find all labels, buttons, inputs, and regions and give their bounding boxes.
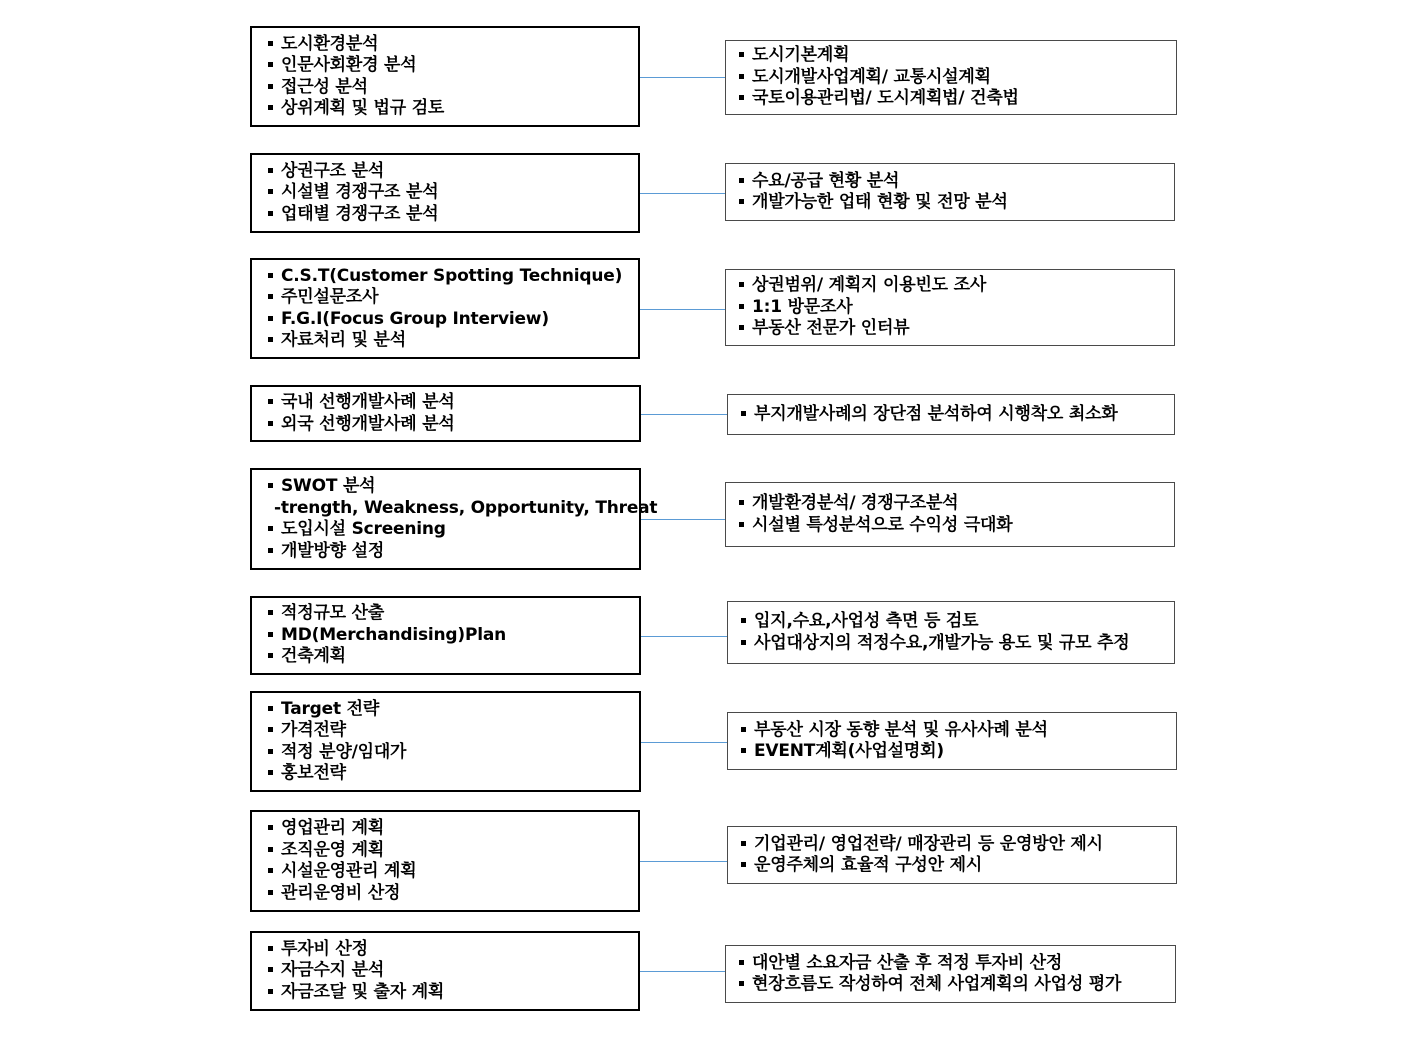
right-item-text: 사업대상지의 적정수요,개발가능 용도 및 규모 추정	[754, 632, 1130, 653]
left-item-text: 외국 선행개발사례 분석	[281, 413, 455, 434]
right-item-text: 도시개발사업계획/ 교통시설계획	[752, 66, 991, 87]
square-bullet-icon	[268, 526, 273, 531]
square-bullet-icon	[739, 52, 744, 57]
right-item	[741, 834, 1168, 856]
square-bullet-icon	[268, 847, 273, 852]
square-bullet-icon	[268, 727, 273, 732]
left-item	[268, 98, 630, 120]
square-bullet-icon	[268, 890, 273, 895]
square-bullet-icon	[268, 399, 273, 404]
right-item	[739, 192, 1166, 214]
right-item	[739, 67, 1168, 89]
detail-box-right	[725, 40, 1177, 115]
left-item-text: C.S.T(Customer Spotting Technique)	[281, 265, 623, 286]
left-item-text: 자금수지 분석	[281, 960, 385, 981]
task-box-left	[250, 691, 641, 792]
detail-box-right	[725, 269, 1175, 346]
left-item-text: 자료처리 및 분석	[281, 330, 406, 350]
left-item	[268, 960, 630, 982]
right-item-text: 시설별 특성분석으로 수익성 극대화	[752, 514, 1013, 535]
left-item	[268, 182, 630, 204]
task-box-left	[250, 385, 641, 442]
left-item-text: 시설별 경쟁구조 분석	[281, 182, 439, 203]
square-bullet-icon	[268, 84, 273, 89]
left-item-text: Target 전략	[281, 698, 380, 719]
square-bullet-icon	[739, 960, 744, 965]
square-bullet-icon	[268, 770, 273, 775]
task-box-left	[250, 596, 641, 675]
square-bullet-icon	[268, 548, 273, 553]
left-item	[268, 939, 630, 961]
connector-line	[641, 519, 725, 520]
connector-line	[640, 77, 725, 78]
task-box-left	[250, 810, 640, 912]
left-item	[268, 77, 630, 99]
square-bullet-icon	[741, 618, 746, 623]
square-bullet-icon	[741, 411, 746, 416]
task-box-left	[250, 258, 640, 359]
left-item-text: 상위계획 및 법규 검토	[281, 98, 445, 118]
left-item	[268, 763, 631, 785]
right-item	[741, 404, 1166, 426]
left-item	[268, 519, 631, 541]
square-bullet-icon	[741, 640, 746, 645]
left-item-text: 도시환경분석	[281, 33, 379, 54]
left-item-text: 가격전략	[281, 720, 346, 740]
right-item-text: 현장흐름도 작성하여 전체 사업계획의 사업성 평가	[752, 974, 1122, 994]
left-item	[268, 742, 631, 764]
detail-box-right	[725, 482, 1175, 547]
left-item	[268, 982, 630, 1004]
left-item	[268, 818, 630, 840]
square-bullet-icon	[268, 211, 273, 216]
square-bullet-icon	[739, 74, 744, 79]
square-bullet-icon	[268, 294, 273, 299]
left-item	[268, 309, 630, 331]
square-bullet-icon	[268, 273, 273, 278]
left-item	[268, 720, 631, 742]
left-item-text: 상권구조 분석	[281, 160, 385, 181]
right-item-text: 상권범위/ 계획지 이용빈도 조사	[752, 275, 987, 296]
task-box-left	[250, 468, 658, 570]
left-item	[268, 392, 631, 414]
square-bullet-icon	[739, 282, 744, 287]
left-item-text: 투자비 산정	[281, 938, 368, 959]
left-item	[268, 55, 630, 77]
left-item-text: 도입시설 Screening	[281, 519, 446, 539]
square-bullet-icon	[739, 325, 744, 330]
square-bullet-icon	[268, 967, 273, 972]
square-bullet-icon	[739, 199, 744, 204]
left-item-text: 조직운영 계획	[281, 839, 385, 860]
left-item	[268, 541, 631, 563]
detail-box-right	[725, 163, 1175, 221]
square-bullet-icon	[268, 825, 273, 830]
detail-box-right	[727, 826, 1177, 884]
right-item-text: 부지개발사례의 장단점 분석하여 시행착오 최소화	[754, 403, 1118, 424]
left-item	[268, 34, 630, 56]
left-item-text: 건축계획	[281, 646, 346, 667]
right-item-text: 입지,수요,사업성 측면 등 검토	[754, 611, 979, 631]
left-item	[268, 266, 630, 288]
left-item-text: MD(Merchandising)Plan	[281, 624, 507, 645]
task-box-left	[250, 153, 640, 233]
left-item-text: 업태별 경쟁구조 분석	[281, 203, 439, 224]
square-bullet-icon	[268, 189, 273, 194]
right-item-text: 운영주체의 효율적 구성안 제시	[754, 855, 983, 875]
left-item-text: SWOT 분석	[281, 476, 376, 496]
left-item	[268, 161, 630, 183]
square-bullet-icon	[268, 653, 273, 658]
left-item-text: -trength, Weakness, Opportunity, Threat	[274, 497, 658, 518]
square-bullet-icon	[268, 749, 273, 754]
right-item-text: 기업관리/ 영업전략/ 매장관리 등 운영방안 제시	[754, 833, 1103, 854]
left-item	[268, 287, 630, 309]
detail-box-right	[727, 601, 1175, 664]
connector-line	[640, 193, 725, 194]
right-item-text: 1:1 방문조사	[752, 296, 853, 317]
square-bullet-icon	[268, 868, 273, 873]
left-item-text: 적정규모 산출	[281, 603, 385, 624]
square-bullet-icon	[739, 500, 744, 505]
left-item-text: 국내 선행개발사례 분석	[281, 392, 455, 412]
right-item	[739, 493, 1166, 515]
square-bullet-icon	[268, 483, 273, 488]
connector-line	[641, 414, 727, 415]
square-bullet-icon	[268, 105, 273, 110]
task-box-left	[250, 26, 640, 127]
square-bullet-icon	[268, 632, 273, 637]
right-item	[739, 275, 1166, 297]
right-item	[741, 633, 1166, 655]
left-item	[268, 840, 630, 862]
right-item	[739, 171, 1166, 193]
right-item-text: 수요/공급 현황 분석	[752, 170, 900, 191]
right-item	[741, 611, 1166, 633]
connector-line	[641, 742, 727, 743]
right-item	[741, 720, 1168, 742]
left-item-text: 홍보전략	[281, 763, 346, 783]
detail-box-right	[727, 712, 1177, 770]
square-bullet-icon	[741, 727, 746, 732]
right-item	[741, 855, 1168, 877]
left-item	[268, 646, 631, 668]
right-item-text: 부동산 전문가 인터뷰	[752, 318, 910, 339]
right-item-text: 국토이용관리법/ 도시계획법/ 건축법	[752, 88, 1019, 109]
left-item-text: 주민설문조사	[281, 287, 379, 307]
square-bullet-icon	[739, 981, 744, 986]
right-item	[739, 515, 1166, 537]
left-item	[268, 699, 631, 721]
square-bullet-icon	[268, 168, 273, 173]
left-item-text: 인문사회환경 분석	[281, 55, 417, 75]
connector-line	[640, 861, 727, 862]
right-item-text: 도시기본계획	[752, 45, 850, 66]
right-item	[741, 741, 1168, 763]
left-item	[268, 603, 631, 625]
square-bullet-icon	[741, 862, 746, 867]
square-bullet-icon	[268, 41, 273, 46]
right-item	[739, 318, 1166, 340]
left-item	[268, 497, 658, 520]
detail-box-right	[727, 394, 1175, 435]
square-bullet-icon	[268, 706, 273, 711]
square-bullet-icon	[268, 62, 273, 67]
square-bullet-icon	[268, 610, 273, 615]
square-bullet-icon	[739, 304, 744, 309]
left-item	[268, 204, 630, 226]
left-item-text: 시설운영관리 계획	[281, 861, 417, 881]
right-item	[739, 953, 1167, 975]
square-bullet-icon	[268, 337, 273, 342]
square-bullet-icon	[741, 841, 746, 846]
left-item	[268, 861, 630, 883]
connector-line	[641, 636, 727, 637]
square-bullet-icon	[739, 95, 744, 100]
right-item-text: 개발가능한 업태 현황 및 전망 분석	[752, 192, 1008, 212]
square-bullet-icon	[268, 946, 273, 951]
right-item	[739, 45, 1168, 67]
right-item-text: 부동산 시장 동향 분석 및 유사사례 분석	[754, 719, 1048, 740]
right-item-text: 대안별 소요자금 산출 후 적정 투자비 산정	[752, 952, 1063, 973]
task-box-left	[250, 931, 640, 1011]
right-item	[739, 297, 1166, 319]
left-item-text: 자금조달 및 출자 계획	[281, 981, 445, 1002]
square-bullet-icon	[739, 178, 744, 183]
left-item-text: 개발방향 설정	[281, 540, 385, 561]
right-item-text: EVENT계획(사업설명회)	[754, 741, 944, 761]
detail-box-right	[725, 945, 1176, 1003]
connector-line	[640, 309, 725, 310]
square-bullet-icon	[739, 522, 744, 527]
left-item-text: 접근성 분석	[281, 76, 368, 97]
left-item-text: F.G.I(Focus Group Interview)	[281, 308, 549, 329]
square-bullet-icon	[268, 316, 273, 321]
square-bullet-icon	[741, 748, 746, 753]
left-item-text: 관리운영비 산정	[281, 882, 401, 903]
square-bullet-icon	[268, 421, 273, 426]
square-bullet-icon	[268, 989, 273, 994]
left-item-text: 적정 분양/임대가	[281, 741, 407, 762]
left-item	[268, 625, 631, 647]
right-item-text: 개발환경분석/ 경쟁구조분석	[752, 493, 959, 513]
left-item-text: 영업관리 계획	[281, 818, 385, 838]
left-item	[268, 414, 631, 436]
left-item	[268, 476, 631, 498]
right-item	[739, 974, 1167, 996]
left-item	[268, 330, 630, 352]
left-item	[268, 883, 630, 905]
right-item	[739, 88, 1168, 110]
connector-line	[640, 971, 725, 972]
